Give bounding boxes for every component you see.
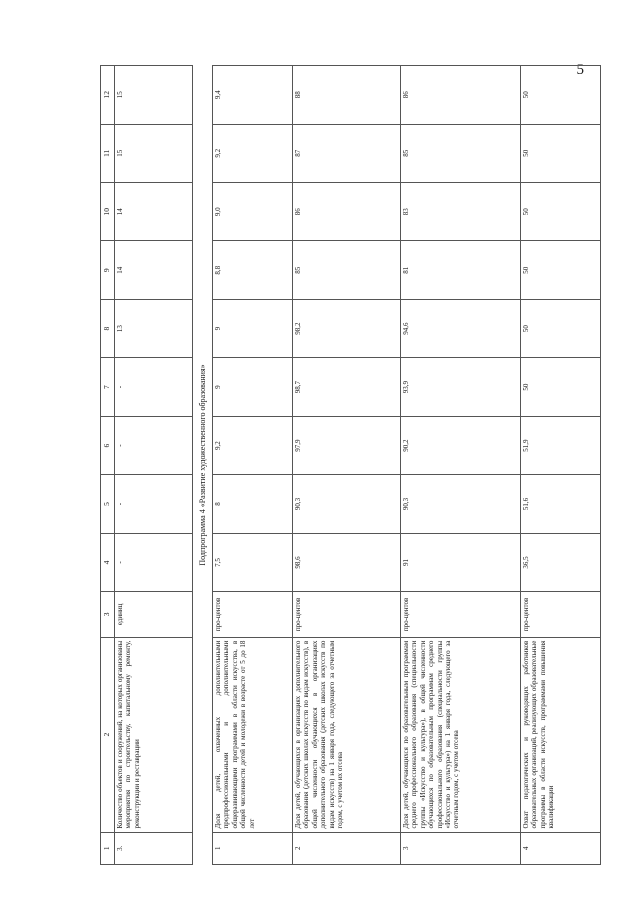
value-cell: 50 bbox=[521, 241, 601, 299]
value-cell: 81 bbox=[401, 241, 521, 299]
row-number: 2 bbox=[293, 832, 401, 864]
subprogram-row bbox=[193, 66, 213, 865]
value-cell: 98,2 bbox=[293, 299, 401, 357]
header-cell: 5 bbox=[101, 475, 115, 533]
value-cell: 15 bbox=[115, 124, 193, 182]
indicator-description: Доля детей, охваченных дополнительными предпрофессиональными и дополнительными общеразвивающими программами в области искусства, в общей численности детей и молодежи в возрасте от 5 до 18 лет bbox=[213, 637, 293, 832]
value-cell: 7,5 bbox=[213, 533, 293, 591]
indicator-description: Количество объектов и сооружений, на которых организованы мероприятия по строительству, капитальному ремонту, реконструкции и реставрации bbox=[115, 637, 193, 832]
row-number: 3. bbox=[115, 832, 193, 864]
value-cell: - bbox=[115, 533, 193, 591]
header-cell: 7 bbox=[101, 358, 115, 416]
row-number: 3 bbox=[401, 832, 521, 864]
header-cell: 6 bbox=[101, 416, 115, 474]
header-cell: 9 bbox=[101, 241, 115, 299]
value-cell: 86 bbox=[293, 183, 401, 241]
indicators-table bbox=[100, 65, 601, 865]
table-row bbox=[521, 66, 601, 865]
value-cell: 94,6 bbox=[401, 299, 521, 357]
value-cell: - bbox=[115, 475, 193, 533]
value-cell: 9,4 bbox=[213, 66, 293, 125]
value-cell: 36,5 bbox=[521, 533, 601, 591]
value-cell: 51,6 bbox=[521, 475, 601, 533]
value-cell: 98,7 bbox=[293, 358, 401, 416]
value-cell: 8 bbox=[213, 475, 293, 533]
subprogram-title: Подпрограмма 4 «Развитие художественного образования» bbox=[193, 66, 213, 865]
table-row bbox=[213, 66, 293, 865]
indicator-description: Доля детей, обучающихся по образовательным программам среднего профессионального образования (специальности группы «Искусство и культура»), в общей численности обучающихся по образовательным программам среднего профессионального образования (специальности группы «Искусство и культура») на 1 января года, следующего за отчетным годом, с учетом отсева bbox=[401, 637, 521, 832]
value-cell: - bbox=[115, 416, 193, 474]
value-cell: 9 bbox=[213, 299, 293, 357]
header-row bbox=[101, 66, 115, 865]
value-cell: 51,9 bbox=[521, 416, 601, 474]
header-cell: 2 bbox=[101, 637, 115, 832]
value-cell: - bbox=[115, 358, 193, 416]
row-number: 1 bbox=[213, 832, 293, 864]
value-cell: 85 bbox=[293, 241, 401, 299]
value-cell: 88 bbox=[293, 66, 401, 125]
unit-cell: единиц bbox=[115, 592, 193, 637]
value-cell: 98,6 bbox=[293, 533, 401, 591]
rotated-table-container bbox=[100, 65, 600, 865]
value-cell: 50 bbox=[521, 183, 601, 241]
header-cell: 10 bbox=[101, 183, 115, 241]
value-cell: 14 bbox=[115, 183, 193, 241]
value-cell: 13 bbox=[115, 299, 193, 357]
value-cell: 14 bbox=[115, 241, 193, 299]
header-cell: 1 bbox=[101, 832, 115, 864]
table-row bbox=[115, 66, 193, 865]
table-row bbox=[401, 66, 521, 865]
value-cell: 97,9 bbox=[293, 416, 401, 474]
value-cell: 9,2 bbox=[213, 124, 293, 182]
header-cell: 3 bbox=[101, 592, 115, 637]
value-cell: 9 bbox=[213, 358, 293, 416]
value-cell: 87 bbox=[293, 124, 401, 182]
header-cell: 12 bbox=[101, 66, 115, 125]
page-number: 5 bbox=[576, 62, 584, 78]
value-cell: 85 bbox=[401, 124, 521, 182]
unit-cell: про-центов bbox=[213, 592, 293, 637]
value-cell: 91 bbox=[401, 533, 521, 591]
value-cell: 15 bbox=[115, 66, 193, 125]
value-cell: 50 bbox=[521, 66, 601, 125]
value-cell: 90,3 bbox=[293, 475, 401, 533]
value-cell: 90,3 bbox=[401, 475, 521, 533]
value-cell: 83 bbox=[401, 183, 521, 241]
value-cell: 50 bbox=[521, 358, 601, 416]
unit-cell: про-центов bbox=[521, 592, 601, 637]
header-cell: 4 bbox=[101, 533, 115, 591]
header-cell: 11 bbox=[101, 124, 115, 182]
value-cell: 50 bbox=[521, 299, 601, 357]
value-cell: 50 bbox=[521, 124, 601, 182]
value-cell: 86 bbox=[401, 66, 521, 125]
value-cell: 9,2 bbox=[213, 416, 293, 474]
unit-cell: про-центов bbox=[401, 592, 521, 637]
value-cell: 90,2 bbox=[401, 416, 521, 474]
value-cell: 9,0 bbox=[213, 183, 293, 241]
value-cell: 93,9 bbox=[401, 358, 521, 416]
row-number: 4 bbox=[521, 832, 601, 864]
indicator-description: Доля детей, обучающихся в организациях дополнительного образования (детских школах искусств по видам искусств), в общей численности обучающихся в организациях дополнительного образования (детских школах искусств по видам искусств) на 1 января года, следующего за отчетным годом, с учетом их отсева bbox=[293, 637, 401, 832]
unit-cell: про-центов bbox=[293, 592, 401, 637]
value-cell: 8,8 bbox=[213, 241, 293, 299]
indicator-description: Охват педагогических и руководящих работников образовательных организаций, реализующих образовательные программы в области искусств, программами повышения квалификации bbox=[521, 637, 601, 832]
header-cell: 8 bbox=[101, 299, 115, 357]
table-row bbox=[293, 66, 401, 865]
